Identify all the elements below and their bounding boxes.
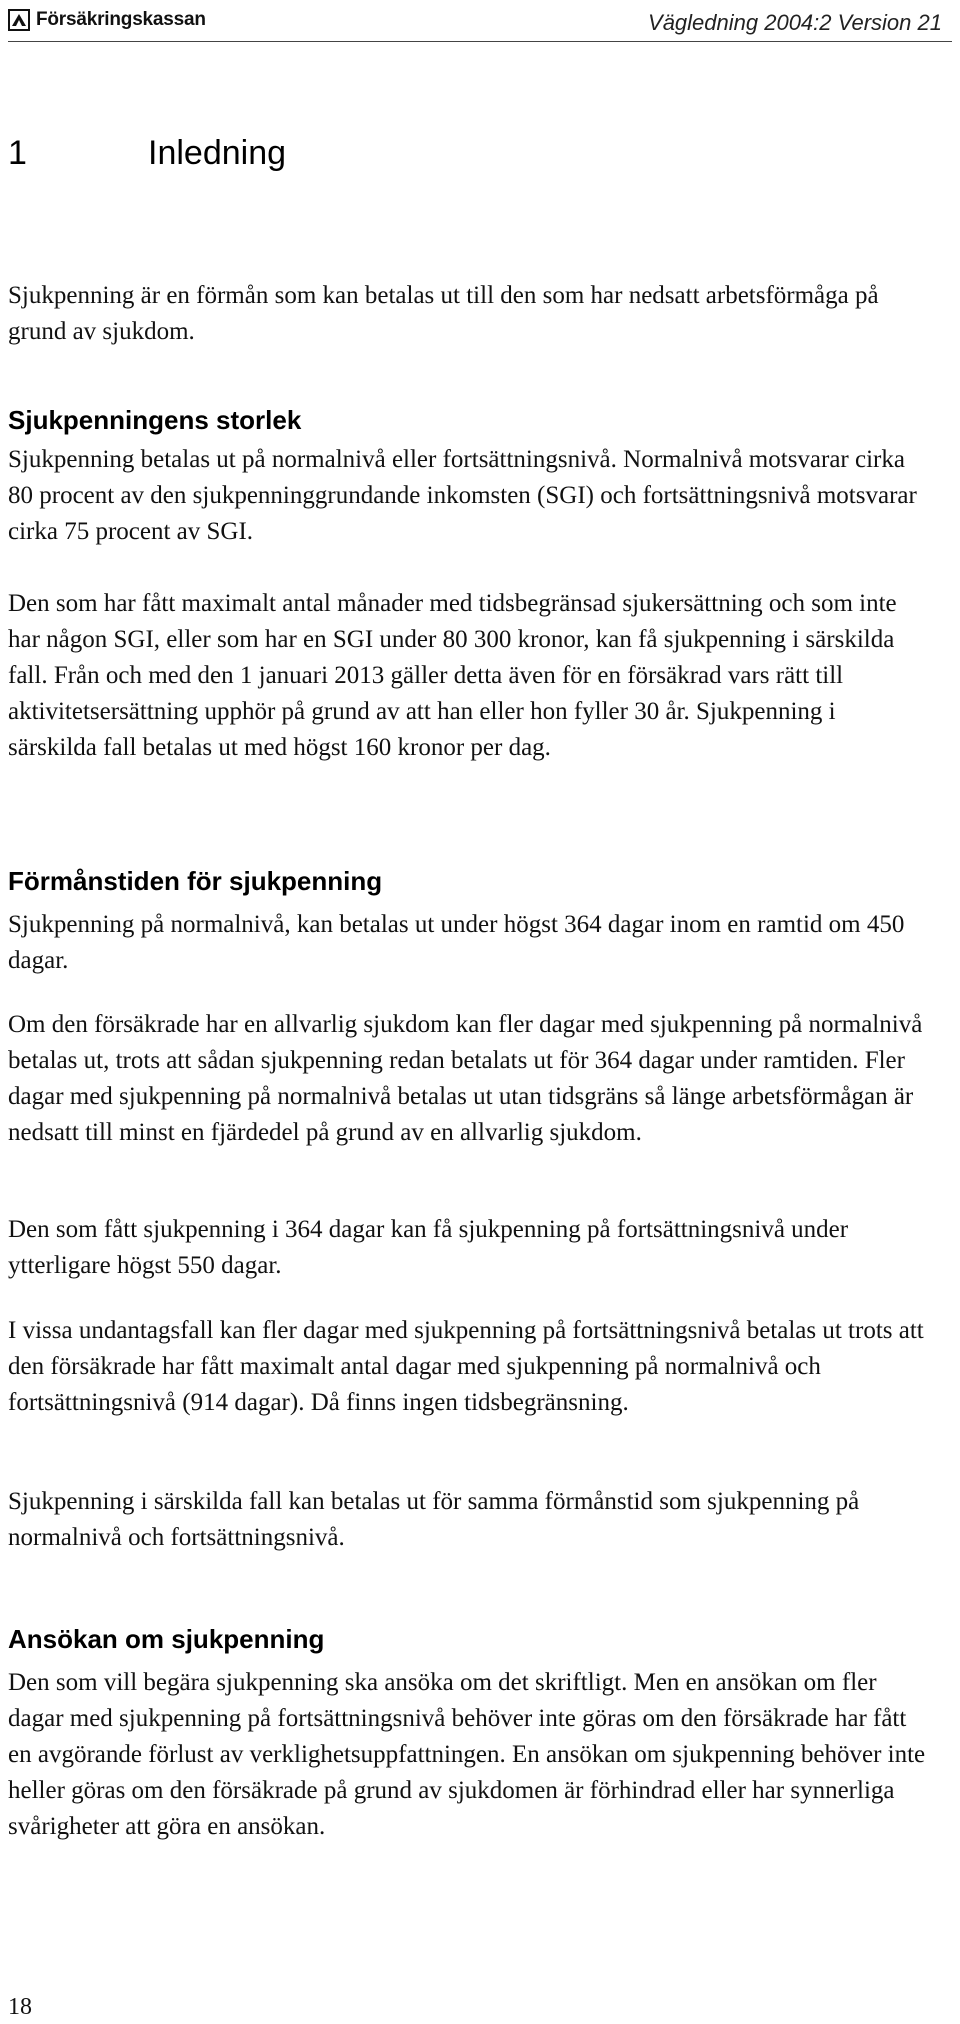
page-number: 18 (8, 1994, 32, 2020)
logo-icon (8, 9, 30, 31)
paragraph: Den som har fått maximalt antal månader med tidsbegränsad sjukersättning och som inte har någon SGI, eller som har en SGI under 80 300 kronor, kan få sjukpenning i särskilda fall. Från och med den 1 januari 2013 gäller detta även för en försäkrad vars rätt till aktivitetsersättning upphör på grund av att han eller hon fyller 30 år. Sjukpenning i särskilda fall betalas ut med högst 160 kronor per dag. (8, 590, 897, 761)
chapter-title (8, 134, 286, 173)
paragraph: Sjukpenning i särskilda fall kan betalas ut för samma förmånstid som sjukpenning på normalnivå och fortsättningsnivå. (8, 1488, 860, 1551)
paragraph: Sjukpenning betalas ut på normalnivå eller fortsättningsnivå. Normalnivå motsvarar cirka 80 procent av den sjukpenninggrundande inkomsten (SGI) och fortsättningsnivå motsvarar cirka 75 procent av SGI. (8, 446, 917, 545)
page-header (0, 0, 960, 44)
section-heading-storlek: Sjukpenningens storlek (8, 405, 302, 435)
paragraph: Den som fått sjukpenning i 364 dagar kan få sjukpenning på fortsättningsnivå under ytterligare högst 550 dagar. (8, 1216, 849, 1279)
document-reference: Vägledning 2004:2 Version 21 (648, 10, 942, 35)
intro-paragraph: Sjukpenning är en förmån som kan betalas ut till den som har nedsatt arbetsförmåga på grund av sjukdom. (8, 282, 879, 345)
logo-text: Försäkringskassan (36, 9, 206, 30)
paragraph: Sjukpenning på normalnivå, kan betalas ut under högst 364 dagar inom en ramtid om 450 dagar. (8, 911, 905, 974)
paragraph: Om den försäkrade har en allvarlig sjukdom kan fler dagar med sjukpenning på normalnivå betalas ut, trots att sådan sjukpenning redan betalats ut för 364 dagar under ramtiden. Fler dagar med sjukpenning på normalnivå betalas ut utan tidsgräns så länge arbetsförmågan är nedsatt till minst en fjärdedel på grund av en allvarlig sjukdom. (8, 1011, 923, 1146)
paragraph: I vissa undantagsfall kan fler dagar med sjukpenning på fortsättningsnivå betalas ut trots att den försäkrade har fått maximalt antal dagar med sjukpenning på normalnivå och fortsättningsnivå (914 dagar). Då finns ingen tidsbegränsning. (8, 1317, 924, 1416)
section-heading-formanstiden: Förmånstiden för sjukpenning (8, 866, 383, 896)
chapter-number: 1 (8, 134, 27, 172)
chapter-title-text: Inledning (148, 134, 287, 172)
header-divider (8, 41, 952, 42)
paragraph: Den som vill begära sjukpenning ska ansöka om det skriftligt. Men en ansökan om fler dagar med sjukpenning på fortsättningsnivå behöver inte göras om den försäkrade har fått en avgörande förlust av verklighetsuppfattningen. En ansökan om sjukpenning behöver inte heller göras om den försäkrade på grund av sjukdomen är förhindrad eller har synnerliga svårigheter att göra en ansökan. (8, 1669, 926, 1840)
logo (8, 9, 206, 31)
section-heading-ansokan: Ansökan om sjukpenning (8, 1624, 325, 1654)
